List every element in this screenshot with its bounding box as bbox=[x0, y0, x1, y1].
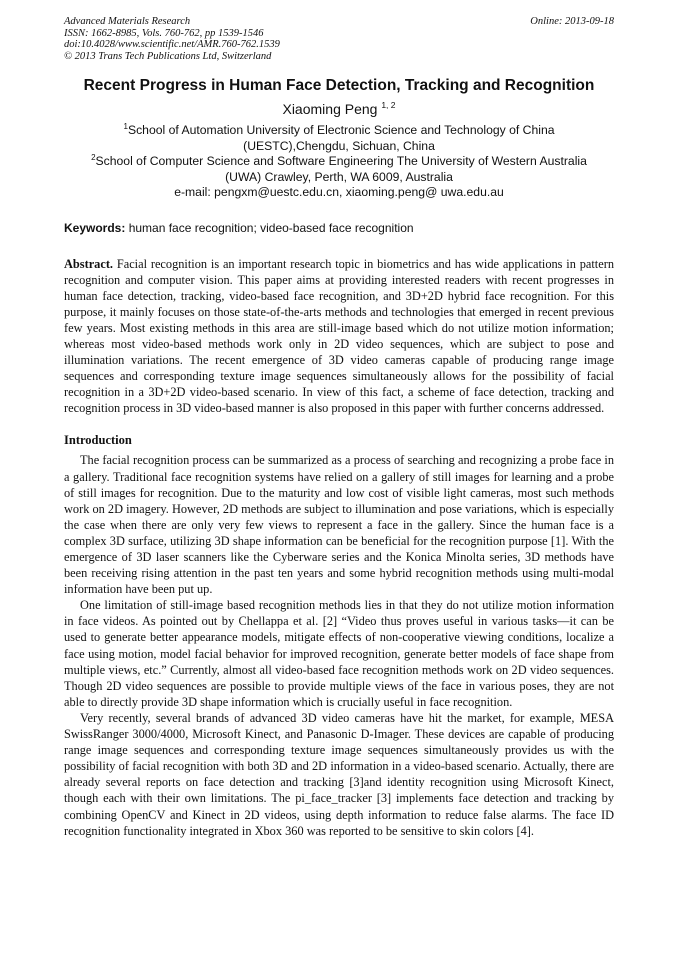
section-heading-introduction: Introduction bbox=[64, 433, 132, 448]
email-line: e-mail: pengxm@uestc.edu.cn, xiaoming.peng@ uwa.edu.au bbox=[174, 185, 504, 199]
abstract-text: Facial recognition is an important research topic in biometrics and has wide applications in pattern recognition and computer vision. This paper aims at providing interested readers with recent progresses in human face detection, tracking, video-based face recognition, and 3D+2D hybrid face recognition. For this purpose, it mainly focuses on those state-of-the-arts methods and technologies that emerged in recent previous few years. Most existing methods in this area are still-image based which do not utilize motion information; whereas most video-based methods work only in 2D video sequences, which are subject to pose and illumination variations. The recent emergence of 3D video cameras capable of producing range image sequences and corresponding texture image sequences simultaneously allows for the possibility of facial recognition in a 3D+2D video-based scenario. In view of this fact, a scheme of face detection, tracking and recognition process in 3D video-based manner is also proposed in this paper with further concerns addressed. bbox=[64, 256, 614, 416]
paragraph: One limitation of still-image based recognition methods lies in that they do not utilize motion information in face videos. As pointed out by Chellappa et al. [2] “Video thus proves useful in various tasks—it can be used to generate better appearance models, mitigate effects of non-cooperative viewing conditions, localize a face using motion, model facial behavior for improved recognition, generate better models of face shape from multiple views, etc.” Currently, almost all video-based face recognition methods work on 2D video sequences. Though 2D video sequences are possible to provide multiple views of the face in various poses, they are not able to directly provide 3D shape information which is crucially useful in face recognition. bbox=[64, 598, 614, 709]
paragraph: Very recently, several brands of advanced 3D video cameras have hit the market, for example, MESA SwissRanger 3000/4000, Microsoft Kinect, and Panasonic D-Imager. These devices are capable of producing range image sequences and corresponding texture image sequences simultaneously provides us with the possibility of facial recognition with both 3D and 2D information in a video-based scenario. Actually, there are already several reports on face detection and tracking [3]and identity recognition using Microsoft Kinect, though each with their own limitations. The pi_face_tracker [3] implements face detection and tracking by combining OpenCV and Kinect in 2D videos, using depth information to reduce false alarms. The face ID recognition functionality integrated in Xbox 360 was reported to be sensitive to skin colors [4]. bbox=[64, 710, 614, 838]
keywords-label: Keywords: bbox=[64, 220, 126, 235]
introduction-body bbox=[64, 452, 614, 838]
abstract bbox=[64, 256, 614, 417]
affiliation-1-cont: (UESTC),Chengdu, Sichuan, China bbox=[243, 138, 435, 153]
issn-line: ISSN: 1662-8985, Vols. 760-762, pp 1539-1546 bbox=[64, 27, 264, 39]
affiliation-2-cont: (UWA) Crawley, Perth, WA 6009, Australia bbox=[225, 169, 453, 184]
paper-title: Recent Progress in Human Face Detection, Tracking and Recognition bbox=[83, 77, 595, 94]
paragraph: The facial recognition process can be summarized as a process of searching and recognizing a probe face in a gallery. Traditional face recognition systems have relied on a gallery of still images for learning and a probe of still images for recognition. Due to the maturity and low cost of visible light cameras, most such methods work on 2D imagery. However, 2D methods are subject to illumination and pose variations, which is especially the case when there are only very few views to represent a face in the gallery. Since the human face is a complex 3D surface, utilizing 3D shape information can be beneficial for the recognition purpose [1]. With the emergence of 3D laser scanners like the Cyberware series and the Konica Minolta series, 3D methods have been receiving rising attention in the past ten years and some hybrid recognition methods using multi-modal information have been put up. bbox=[64, 453, 614, 597]
abstract-label: Abstract. bbox=[64, 256, 114, 271]
affiliations bbox=[64, 123, 614, 201]
affiliation-1: $^1$School of Automation University of Electronic Science and Technology of China bbox=[123, 122, 555, 137]
affiliation-mark: 1 bbox=[123, 122, 128, 131]
affiliation-mark: 2 bbox=[91, 153, 96, 162]
journal-name: Advanced Materials Research bbox=[64, 16, 191, 27]
author-name: Xiaoming Peng bbox=[282, 101, 378, 117]
journal-header bbox=[64, 16, 614, 62]
keywords-text: human face recognition; video-based face recognition bbox=[125, 220, 414, 235]
doi-line: doi:10.4028/www.scientific.net/AMR.760-762.1539 bbox=[64, 39, 280, 50]
author-line bbox=[64, 100, 614, 118]
affiliation-2: $^2$School of Computer Science and Software Engineering The University of Western Australia bbox=[91, 153, 587, 168]
copyright-line: © 2013 Trans Tech Publications Ltd, Switzerland bbox=[64, 50, 272, 62]
author-affil-marks: 1, 2 bbox=[381, 100, 396, 110]
keywords bbox=[64, 221, 614, 236]
online-date: Online: 2013-09-18 bbox=[530, 16, 614, 27]
